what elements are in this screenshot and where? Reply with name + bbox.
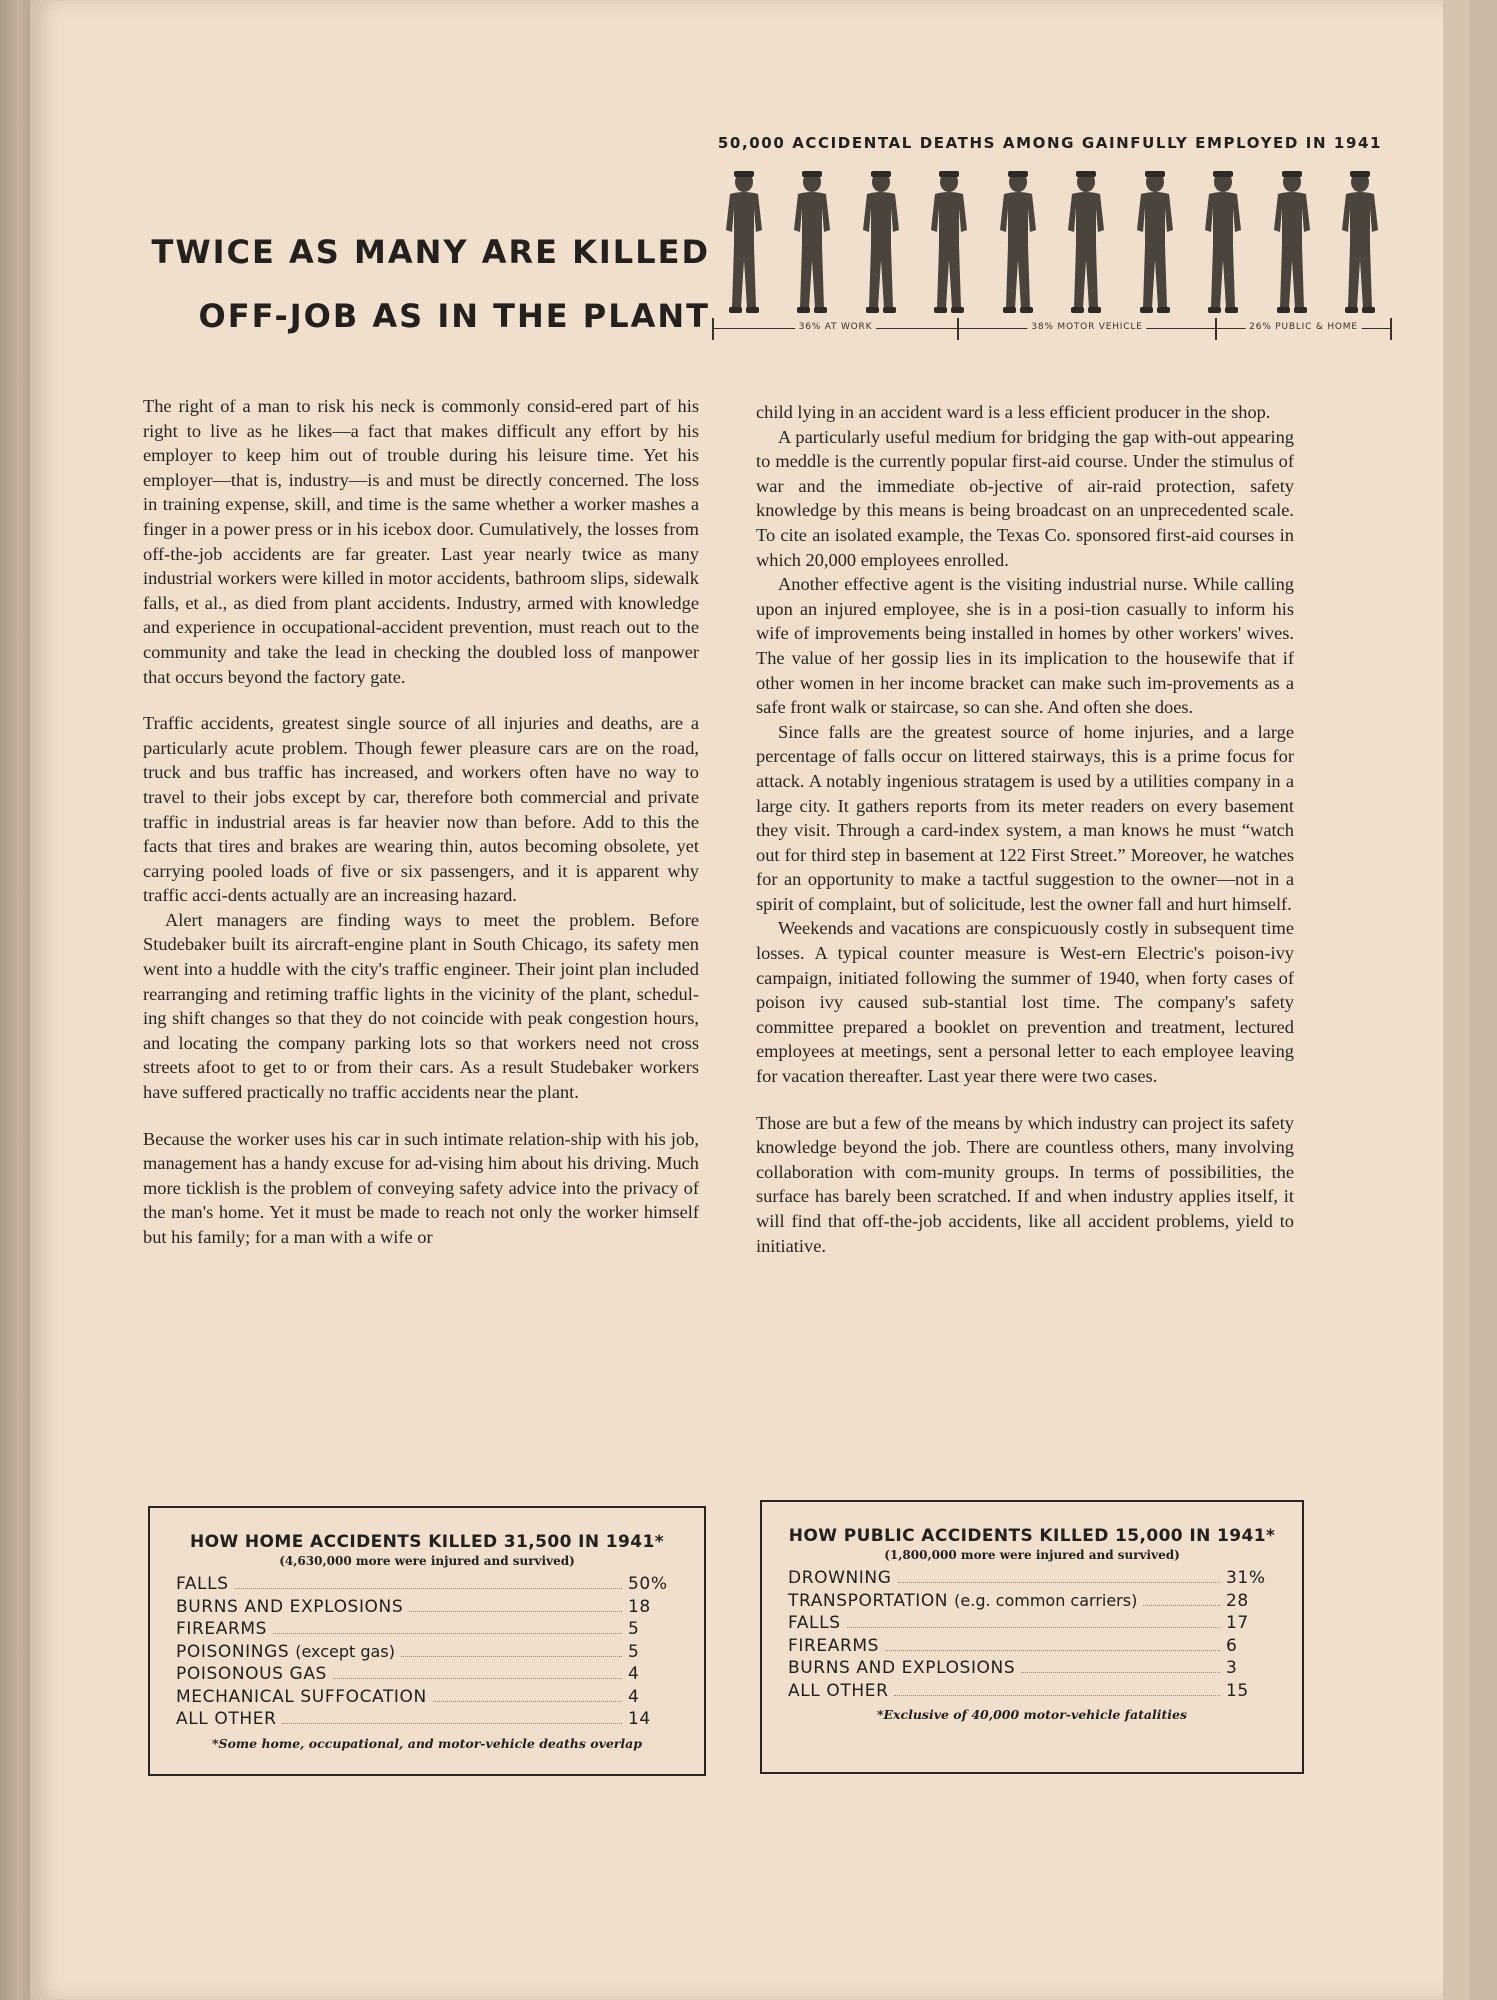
worker-figure-icon: [986, 168, 1050, 318]
paragraph: Those are but a few of the means by which industry can project its safety knowledge beyond the job. There are countless others, many involving collaboration with com-munity groups. In terms of possibilities, the surface has barely been scratched. If and when industry applies itself, it will find that off-the-job accidents, like all accident problems, yield to initiative.: [756, 1112, 1294, 1256]
table-rows: [176, 1574, 674, 1732]
dot-leader: [235, 1588, 622, 1589]
table-row: [176, 1597, 674, 1620]
article-headline: [110, 220, 710, 348]
row-value: 17: [1226, 1613, 1249, 1633]
scale-label-motor-vehicle: 38% MOTOR VEHICLE: [1027, 322, 1146, 332]
dot-leader: [409, 1611, 622, 1612]
article-left-column: [143, 394, 699, 1250]
row-value: 15: [1226, 1680, 1249, 1701]
row-label-text: BURNS AND EXPLOSIONS: [788, 1658, 1016, 1678]
table-title: HOW HOME ACCIDENTS KILLED 31,500 IN 1941*: [189, 1532, 665, 1552]
row-label-text: MECHANICAL SUFFOCATION: [176, 1686, 427, 1707]
scale-label-public-home: 26% PUBLIC & HOME: [1245, 322, 1362, 332]
table-footnote: *Exclusive of 40,000 motor-vehicle fatalities: [876, 1707, 1188, 1722]
dot-leader: [1143, 1605, 1220, 1606]
headline-line-1: TWICE AS MANY ARE KILLED: [151, 233, 710, 271]
table-footnote: *Some home, occupational, and motor-vehicle deaths overlap: [212, 1735, 642, 1751]
row-value: 5: [628, 1619, 640, 1639]
row-label: [788, 1568, 892, 1588]
public-accidents-table: [760, 1500, 1304, 1774]
paragraph: Alert managers are finding ways to meet the problem. Before Studebaker built its aircraft-engine plant in South Chicago, its safety men went into a huddle with the city's traffic engineer. Their joint plan included rearranging and retiming traffic lights in the vicinity of the plant, schedul-ing shift changes so that they do not coincide with peak congestion hours, and locating the company parking lots so that workers need not cross streets afoot to get to or from their cars. As a result Studebaker workers have suffered practically no traffic accidents near the plant.: [143, 909, 699, 1103]
row-label-note: (e.g. common carriers): [954, 1590, 1138, 1610]
dot-leader: [401, 1656, 622, 1657]
dot-leader: [282, 1723, 622, 1724]
row-label: [788, 1613, 841, 1633]
table-rows: [788, 1568, 1272, 1703]
scale-segment-public-home: [1215, 318, 1392, 340]
row-label: [176, 1687, 427, 1707]
row-value: 28: [1226, 1590, 1249, 1611]
row-value: 3: [1226, 1658, 1238, 1678]
paragraph: Because the worker uses his car in such intimate relation-ship with his job, management has a handy excuse for ad-vising him about his driving. Much more ticklish is the problem of conveying safety advice into the privacy of the man's home. Yet it must be made to reach not only the worker himself but his family; for a man with a wife or: [143, 1128, 699, 1247]
row-label-text: POISONINGS: [176, 1641, 290, 1662]
row-value: 50%: [628, 1574, 668, 1594]
row-value: 4: [628, 1664, 640, 1684]
row-label-text: TRANSPORTATION: [788, 1590, 949, 1611]
binding-gutter: [0, 0, 30, 2000]
dot-leader: [885, 1650, 1220, 1651]
row-label: [176, 1597, 403, 1617]
row-value: 18: [628, 1596, 651, 1617]
row-label-text: FIREARMS: [176, 1619, 268, 1639]
scale-segment-at-work: [712, 318, 957, 340]
dot-leader: [1021, 1672, 1220, 1673]
infographic-scale: [712, 318, 1392, 340]
paragraph: Another effective agent is the visiting industrial nurse. While calling upon an injured employee, she is in a posi-tion casually to inform his wife of improvements being installed in homes by other workers' wives. The value of her gossip lies in its implication to the housewife that if other women in her income bracket can make such im-provements as a safe front walk or staircase, so can she. And often she does.: [756, 574, 1294, 718]
row-label-text: FIREARMS: [788, 1635, 880, 1656]
scale-label-at-work: 36% AT WORK: [795, 322, 877, 332]
row-value: 31%: [1226, 1568, 1266, 1588]
table-row: [788, 1658, 1272, 1681]
dot-leader: [273, 1633, 622, 1634]
row-label-note: (except gas): [295, 1641, 395, 1661]
row-label: [788, 1681, 888, 1701]
worker-figures-row: [712, 168, 1392, 318]
table-subtitle: (1,800,000 more were injured and survived): [884, 1548, 1180, 1562]
row-label-text: BURNS AND EXPLOSIONS: [176, 1596, 404, 1617]
row-label-text: ALL OTHER: [788, 1680, 889, 1701]
table-title: HOW PUBLIC ACCIDENTS KILLED 15,000 IN 1941*: [788, 1526, 1276, 1546]
table-row: [788, 1613, 1272, 1636]
worker-figure-icon: [1054, 168, 1118, 318]
row-label-text: POISONOUS GAS: [176, 1664, 327, 1684]
row-value: 14: [628, 1709, 651, 1729]
dot-leader: [894, 1695, 1220, 1696]
table-row: [176, 1642, 674, 1665]
row-label: [788, 1591, 1137, 1611]
table-row: [788, 1568, 1272, 1591]
row-label-text: DROWNING: [788, 1568, 892, 1588]
paragraph: Since falls are the greatest source of home injuries, and a large percentage of falls occur on littered stairways, this is a prime focus for attack. A notably ingenious stratagem is used by a utilities company in a large city. It gathers reports from its meter readers on every basement they visit. Through a card-index system, a man knows he must “watch out for third step in basement at 122 First Street.” Moreover, he watches for an opportunity to make a tactful suggestion to the owner—not in a spirit of complaint, but of solicitude, lest the owner fall and hurt himself.: [756, 721, 1294, 914]
worker-figure-icon: [1328, 168, 1392, 318]
headline-line-2: OFF-JOB AS IN THE PLANT: [198, 297, 710, 335]
table-row: [788, 1681, 1272, 1704]
home-accidents-table: [148, 1506, 706, 1776]
paragraph: A particularly useful medium for bridging the gap with-out appearing to meddle is the currently popular first-aid course. Under the stimulus of war and the immediate ob-jective of air-raid protection, safety knowledge by this means is being broadcast on an unprecedented scale. To cite an isolated example, the Texas Co. sponsored first-aid courses in which 20,000 employees enrolled.: [756, 426, 1294, 570]
table-row: [788, 1636, 1272, 1659]
table-row: [788, 1591, 1272, 1614]
worker-figure-icon: [1191, 168, 1255, 318]
row-label-text: ALL OTHER: [176, 1709, 277, 1729]
table-row: [176, 1619, 674, 1642]
table-row: [176, 1687, 674, 1710]
row-label-text: FALLS: [176, 1574, 229, 1594]
scale-segment-motor-vehicle: [957, 318, 1215, 340]
row-label: [176, 1664, 327, 1684]
article-right-column: [756, 400, 1294, 1258]
worker-figure-icon: [780, 168, 844, 318]
row-label: [788, 1636, 879, 1656]
paragraph: Traffic accidents, greatest single source of all injuries and deaths, are a particularly acute problem. Though fewer pleasure cars are on the road, truck and bus traffic has increased, and workers often have no way to travel to their jobs except by car, therefore both commercial and private traffic in industrial areas is far heavier now than before. Add to this the facts that tires and brakes are wearing thin, autos becoming obsolete, yet carrying pooled loads of five or six passengers, and it is apparent why traffic acci-dents actually are an increasing hazard.: [143, 713, 699, 906]
worker-figure-icon: [1123, 168, 1187, 318]
worker-figure-icon: [917, 168, 981, 318]
dot-leader: [433, 1701, 622, 1702]
table-row: [176, 1709, 674, 1732]
table-row: [176, 1664, 674, 1687]
dot-leader: [898, 1582, 1220, 1583]
infographic-title: 50,000 ACCIDENTAL DEATHS AMONG GAINFULLY EMPLOYED IN 1941: [717, 134, 1383, 152]
row-label: [176, 1619, 267, 1639]
paragraph: child lying in an accident ward is a less efficient producer in the shop.: [756, 402, 1271, 422]
row-label: [176, 1574, 229, 1594]
worker-figure-icon: [849, 168, 913, 318]
dot-leader: [847, 1627, 1220, 1628]
paragraph: The right of a man to risk his neck is commonly consid-ered part of his right to live as he likes—a fact that makes difficult any effort by his employer to keep him out of trouble during his leisure time. Yet his employer—that is, industry—is and must be directly concerned. The loss in training expense, skill, and time is the same whether a worker mashes a finger in a power press or in his icebox door. Cumulatively, the losses from off-the-job accidents are far greater. Last year nearly twice as many industrial workers were killed in motor accidents, bathroom slips, sidewalk falls, et al., as died from plant accidents. Industry, armed with knowledge and experience in occupational-accident prevention, must reach out to the community and take the lead in checking the doubled loss of manpower that occurs beyond the factory gate.: [143, 396, 699, 687]
row-value: 6: [1226, 1635, 1238, 1656]
row-label: [176, 1642, 395, 1662]
row-label: [176, 1709, 276, 1729]
dot-leader: [333, 1678, 622, 1679]
table-row: [176, 1574, 674, 1597]
worker-figure-icon: [1260, 168, 1324, 318]
row-label-text: FALLS: [788, 1613, 841, 1633]
page-edge-shade: [1443, 0, 1470, 2000]
worker-figure-icon: [712, 168, 776, 318]
paragraph: Weekends and vacations are conspicuously costly in subsequent time losses. A typical counter measure is West-ern Electric's poison-ivy campaign, initiated following the summer of 1940, when forty cases of poison ivy caused sub-stantial lost time. The company's safety committee prepared a booklet on prevention and treatment, lectured employees at meetings, sent a personal letter to each employee leaving for vacation thereafter. Last year there were two cases.: [756, 918, 1294, 1087]
row-value: 4: [628, 1686, 640, 1707]
row-label: [788, 1658, 1015, 1678]
row-value: 5: [628, 1641, 640, 1662]
table-subtitle: (4,630,000 more were injured and survived): [279, 1554, 575, 1568]
